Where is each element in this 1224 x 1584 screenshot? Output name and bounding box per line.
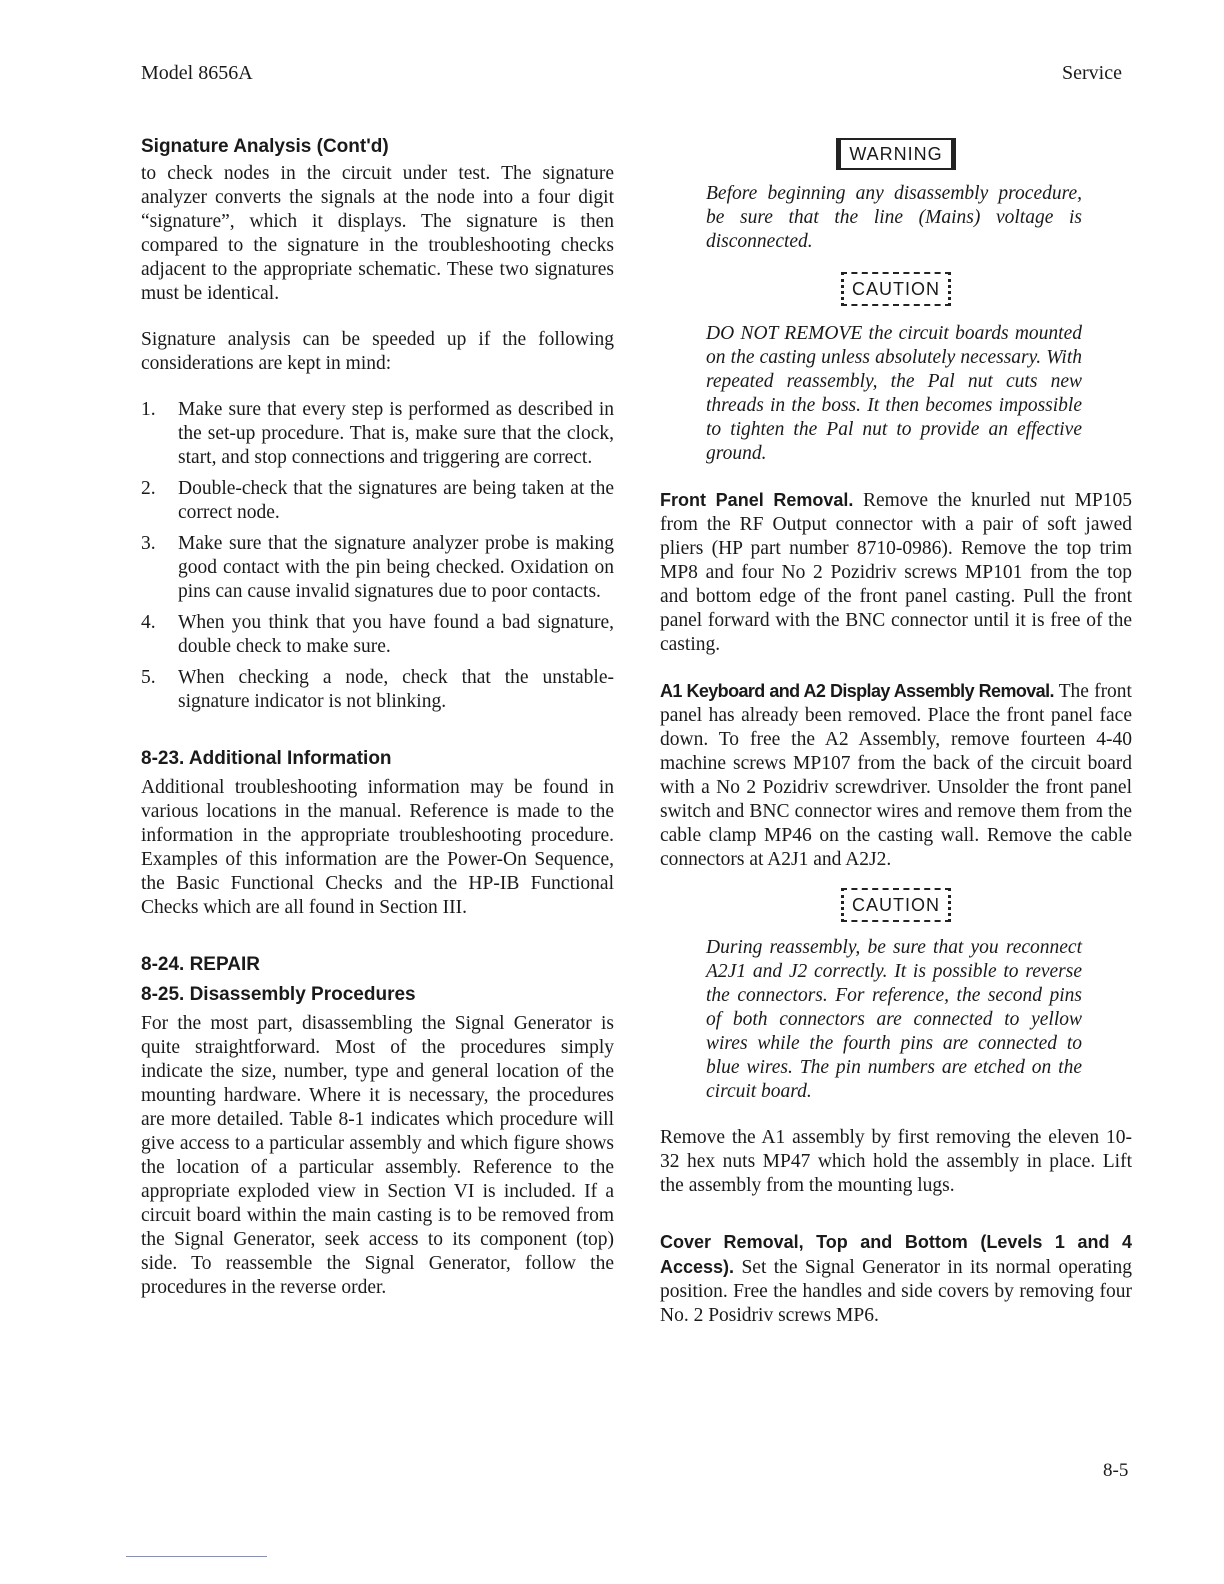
caution-text: DO NOT REMOVE the circuit boards mounted on the casting unless absolutely necessary. With repeated reassembly, the Pal nut cuts new threads in the boss. It then becomes impossible to tighten the Pal nut to provide an effective ground.	[706, 323, 1082, 464]
caution-label-2: CAUTION	[841, 888, 951, 922]
warning-label-box	[660, 138, 1132, 170]
considerations-list	[141, 398, 614, 714]
paragraph-disassembly: For the most part, disassembling the Signal Generator is quite straightforward. Most of the procedures simply indicate the size, number, type and general location of the mounting hardware. Where it is necessary, the procedures are more detailed. Table 8-1 indicates which procedure will give access to a particular assembly and which figure shows the location of a particular assembly. Reference to the appropriate exploded view in Section VI is included. If a circuit board within the main casting is to be removed from the Signal Generator, seek access to its component (top) side. To reassemble the Signal Generator, follow the procedures in the reverse order.	[141, 1013, 614, 1298]
heading-repair: 8-24. REPAIR	[141, 954, 260, 975]
list-item: 5. When checking a node, check that the unstable-signature indicator is not blinking.	[141, 667, 614, 712]
paragraph-front-panel-removal: Front Panel Removal. Remove the knurled nut MP105 from the RF Output connector with a pair of soft jawed pliers (HP part number 8710-0986). Remove the top trim MP8 and four No 2 Pozidriv screws MP101 from the top and bottom edge of the front panel casting. Pull the front panel forward with the BNC connector until it is free of the casting.	[660, 490, 1133, 655]
caution-label-box	[660, 272, 1132, 306]
right-column	[660, 138, 1132, 1328]
cover-removal-title: Cover Removal, Top and Bottom (Levels 1 and 4 Access).	[660, 1232, 1132, 1277]
caution-label-box-2	[660, 888, 1132, 922]
caution-text-2: During reassembly, be sure that you reconnect A2J1 and J2 correctly. It is possible to reverse the connectors. For reference, the second pins of both connectors are connected to yellow wires while the fourth pins are connected to blue wires. The pin numbers are etched on the circuit board.	[706, 937, 1082, 1102]
list-item: 1. Make sure that every step is performed as described in the set-up procedure. That is, make sure that the clock, start, and stop connections and triggering are correct.	[141, 399, 614, 468]
paragraph-a1-a2-removal: A1 Keyboard and A2 Display Assembly Removal. The front panel has already been removed. Place the front panel face down. To free the A2 Assembly, remove fourteen 4-40 machine screws MP107 from the back of the circuit board with a No 2 Pozidriv screwdriver. Unsolder the front panel switch and BNC connector wires and remove them from the cable clamp MP46 on the casting wall. Remove the cable connectors at A2J1 and A2J2.	[660, 681, 1132, 870]
header-section: Service	[1062, 62, 1122, 84]
list-item: 3. Make sure that the signature analyzer probe is making good contact with the pin being checked. Oxidation on pins can cause invalid signatures due to poor contacts.	[141, 533, 614, 602]
warning-text: Before beginning any disassembly procedure, be sure that the line (Mains) voltage is disconnected.	[706, 183, 1082, 252]
a1-a2-removal-title: A1 Keyboard and A2 Display Assembly Removal.	[660, 681, 1054, 701]
front-panel-removal-title: Front Panel Removal.	[660, 490, 854, 510]
heading-additional-information: 8-23. Additional Information	[141, 748, 392, 769]
page-number: 8-5	[1103, 1460, 1129, 1481]
paragraph-speed-up: Signature analysis can be speeded up if the following considerations are kept in mind:	[141, 329, 614, 374]
paragraph-a1-removal: Remove the A1 assembly by first removing the eleven 10-32 hex nuts MP47 which hold the assembly in place. Lift the assembly from the mounting lugs.	[660, 1127, 1132, 1196]
left-column	[141, 134, 614, 1300]
warning-label: WARNING	[836, 138, 955, 170]
paragraph-additional-information: Additional troubleshooting information may be found in various locations in the manual. Reference is made to the information in the appropriate troubleshooting procedure. Examples of this information are the Power-On Sequence, the Basic Functional Checks and the HP-IB Functional Checks which are all found in Section III.	[141, 777, 614, 918]
list-item: 4. When you think that you have found a bad signature, double check to make sure.	[141, 612, 614, 657]
caution-label: CAUTION	[841, 272, 951, 306]
heading-disassembly-procedures: 8-25. Disassembly Procedures	[141, 984, 416, 1005]
paragraph-signature-intro: to check nodes in the circuit under test. The signature analyzer converts the signals at the node into a four digit “signature”, which it displays. The signature is then compared to the signature in the troubleshooting checks adjacent to the appropriate schematic. These two signatures must be identical.	[141, 163, 614, 304]
list-item: 2. Double-check that the signatures are being taken at the correct node.	[141, 478, 614, 523]
footer-rule	[126, 1556, 267, 1557]
paragraph-cover-removal: Cover Removal, Top and Bottom (Levels 1 and 4 Access). Set the Signal Generator in its normal operating position. Free the handles and side covers by removing four No. 2 Posidriv screws MP6.	[660, 1232, 1133, 1326]
header-model: Model 8656A	[141, 62, 253, 84]
section-title: Signature Analysis (Cont'd)	[141, 136, 389, 157]
